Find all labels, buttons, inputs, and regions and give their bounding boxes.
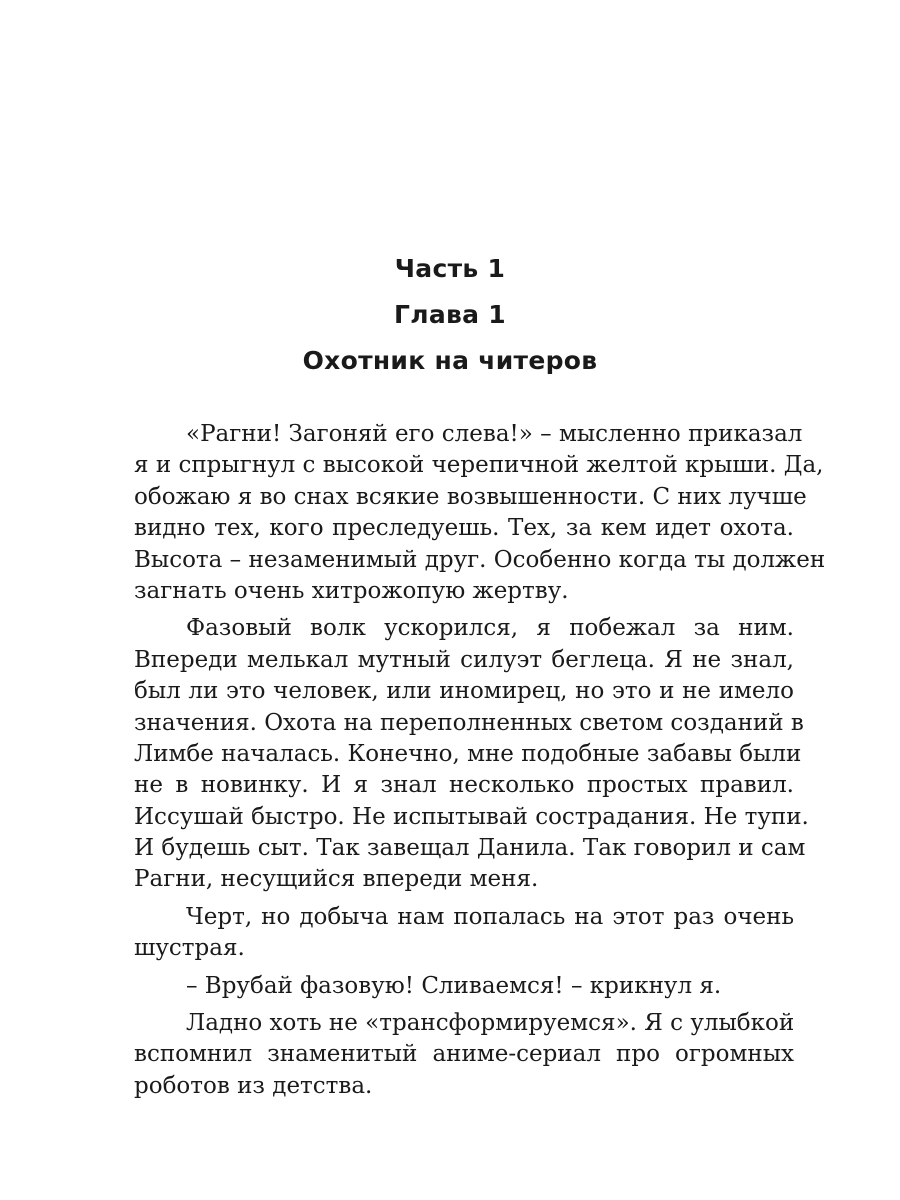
text-line: Фазовый волк ускорился, я побежал за ним. [186,615,794,642]
text-line: Иссушай быстро. Не испытывай сострадания. Не тупи. [134,803,809,830]
text-line: загнать очень хитрожопую жертву. [134,577,569,604]
text-line: роботов из детства. [134,1072,373,1099]
text-line: Рагни, несущийся впереди меня. [134,866,539,893]
body-text [134,419,826,1108]
paragraph [134,613,809,896]
chapter-heading: Глава 1 [394,300,506,329]
text-line: – Врубай фазовую! Сливаемся! – крикнул я. [186,972,722,999]
text-line: был ли это человек, или иномирец, но это и не имело [134,678,794,705]
paragraph [134,971,794,1002]
text-line: видно тех, кого преследуешь. Тех, за кем идет охота. [134,515,794,542]
text-line: я и спрыгнул с высокой черепичной желтой крыши. Да, [134,452,824,479]
text-line: Ладно хоть не «трансформируемся». Я с улыбкой [186,1010,795,1037]
chapter-headings [0,250,900,388]
chapter-title: Охотник на читеров [302,346,598,375]
text-line: обожаю я во снах всякие возвышенности. С них лучше [134,483,807,510]
paragraph [134,419,826,607]
text-line: И будешь сыт. Так завещал Данила. Так говорил и сам [134,835,806,862]
paragraph [134,1008,794,1102]
text-line: Лимбе началась. Конечно, мне подобные забавы были [134,740,802,767]
part-heading: Часть 1 [394,254,506,283]
text-line: шустрая. [134,935,245,962]
text-line: «Рагни! Загоняй его слева!» – мысленно приказал [186,421,803,447]
text-line: Черт, но добыча нам попалась на этот раз очень [186,903,794,930]
text-line: Высота – незаменимый друг. Особенно когда ты должен [134,546,826,573]
text-line: значения. Охота на переполненных светом созданий в [134,709,804,736]
text-line: вспомнил знаменитый аниме-сериал про огромных [134,1041,794,1068]
paragraph [134,902,794,965]
text-line: Впереди мелькал мутный силуэт беглеца. Я не знал, [134,646,794,673]
text-line: не в новинку. И я знал несколько простых правил. [134,772,794,799]
